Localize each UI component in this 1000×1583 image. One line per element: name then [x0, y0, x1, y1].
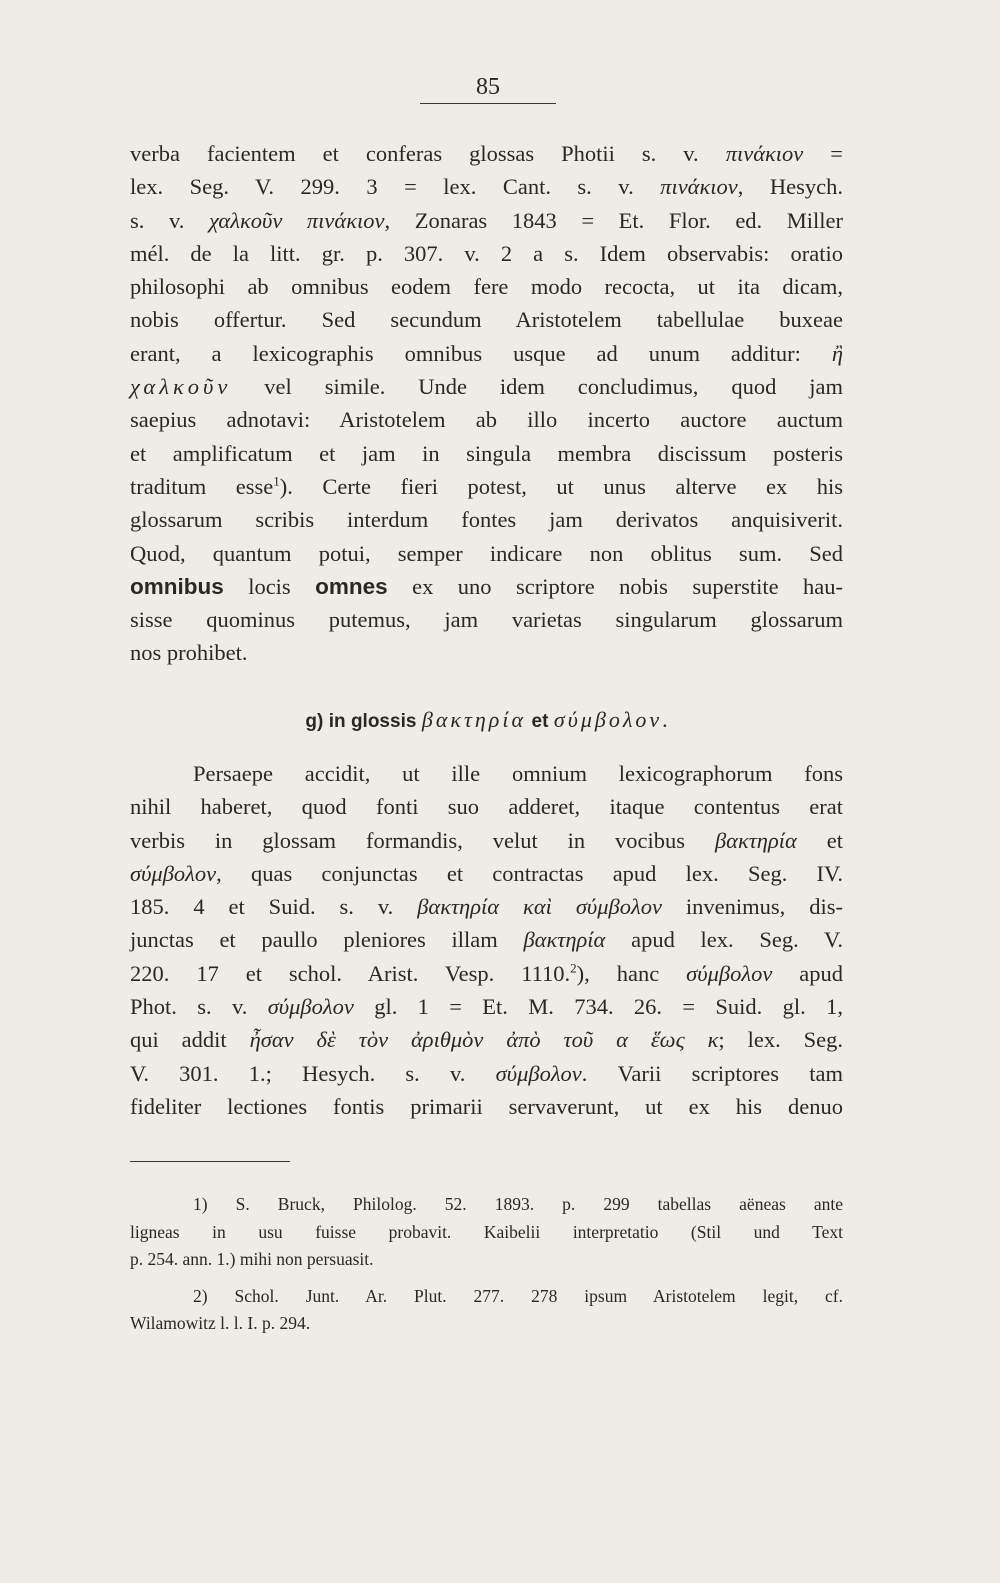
text-segment: ), hanc [576, 960, 687, 986]
text-segment: , Zonaras 1843 = Et. Flor. ed. Miller [384, 207, 843, 233]
text-line [130, 957, 843, 990]
heading-prefix: in glossis [328, 711, 417, 732]
footnote-rule [130, 1161, 290, 1162]
text-line: nos prohibet. [130, 640, 248, 666]
emphasis-word: omnibus [130, 573, 224, 599]
text-segment: . Varii scriptores tam [581, 1060, 844, 1086]
footnote-2 [130, 1283, 843, 1338]
footnote-1 [130, 1191, 843, 1274]
text-line: nobis offertur. Sed secundum Aristotelem tabellulae buxeae [130, 307, 843, 333]
text-line [130, 337, 843, 370]
page-number-rule [420, 103, 556, 104]
footnote-line: p. 254. ann. 1.) mihi non persuasit. [130, 1249, 374, 1269]
text-segment: V. 301. 1.; Hesych. s. v. [130, 1060, 496, 1086]
text-line [130, 1057, 843, 1090]
text-segment: 185. 4 et Suid. s. v. [130, 894, 418, 920]
text-line: fideliter lectiones fontis primarii servaverunt, ut ex his denuo [130, 1093, 843, 1119]
text-line [130, 1023, 843, 1056]
text-segment: lex. Seg. V. 299. 3 = lex. Cant. s. v. [130, 174, 661, 200]
greek-word: βακτηρία [714, 827, 797, 853]
text-line: et amplificatum et jam in singula membra discissum posteris [130, 440, 843, 466]
text-segment: locis [223, 573, 316, 599]
greek-word: σύμβολον [686, 960, 773, 986]
greek-phrase: ἦσαν δὲ τὸν ἀριθμὸν ἀπὸ τοῦ α ἕως κ [249, 1027, 719, 1053]
text-segment: traditum esse [130, 473, 274, 499]
greek-word: ἢ [831, 340, 843, 366]
text-segment: Phot. s. v. [130, 994, 268, 1020]
text-segment: ; lex. Seg. [718, 1027, 843, 1053]
footnote-line: 2) Schol. Junt. Ar. Plut. 277. 278 ipsum Aristotelem legit, cf. [193, 1285, 843, 1306]
text-line [130, 923, 843, 956]
text-segment: ex uno scriptore nobis superstite hau- [387, 573, 844, 599]
heading-marker: g) [305, 711, 324, 732]
text-segment: gl. 1 = Et. M. 734. 26. = Suid. gl. 1, [353, 994, 843, 1020]
text-line [130, 990, 843, 1023]
greek-word: βακτηρία [523, 927, 606, 953]
text-segment: = [803, 141, 843, 166]
footnotes [130, 1191, 843, 1338]
text-segment: qui addit [130, 1027, 250, 1053]
text-line: Persaepe accidit, ut ille omnium lexicographorum fons [193, 761, 843, 786]
text-line: philosophi ab omnibus eodem fere modo recocta, ut ita dicam, [130, 274, 843, 300]
text-segment: verba facientem et conferas glossas Photii s. v. [130, 141, 726, 166]
text-line [130, 470, 843, 503]
greek-word-spaced: χαλκοῦν [130, 374, 232, 400]
footnote-ref-1[interactable]: 1 [273, 473, 280, 489]
text-line [130, 137, 843, 170]
text-line: mél. de la litt. gr. p. 307. v. 2 a s. Idem observabis: oratio [130, 240, 843, 266]
text-line: glossarum scribis interdum fontes jam derivatos anquisiverit. [130, 507, 843, 533]
text-segment: et [796, 827, 843, 853]
text-segment: junctas et paullo pleniores illam [130, 927, 524, 953]
text-line: Quod, quantum potui, semper indicare non oblitus sum. Sed [130, 540, 843, 566]
section-heading [130, 705, 843, 737]
greek-phrase: βακτηρία καὶ σύμβολον [417, 894, 662, 920]
text-segment: , quas conjunctas et contractas apud lex. Seg. IV. [216, 860, 843, 886]
page-number: 85 [476, 74, 500, 100]
text-line [130, 890, 843, 923]
heading-greek-word: βακτηρία [421, 707, 526, 732]
text-segment: erant, a lexicographis omnibus usque ad unum additur: [130, 340, 832, 366]
greek-phrase: χαλκοῦν πινάκιον [208, 207, 385, 233]
text-segment: 220. 17 et schol. Arist. Vesp. 1110. [130, 960, 571, 986]
heading-conjunction: et [531, 711, 549, 732]
text-segment: apud [772, 960, 843, 986]
text-segment: ). Certe fieri potest, ut unus alterve ex his [279, 473, 843, 499]
text-line: nihil haberet, quod fonti suo adderet, itaque contentus erat [130, 794, 843, 820]
text-segment: verbis in glossam formandis, velut in vocibus [130, 827, 715, 853]
footnote-line: Wilamowitz l. l. I. p. 294. [130, 1313, 311, 1333]
text-line [130, 857, 843, 890]
text-segment: invenimus, dis- [661, 894, 843, 920]
greek-word: πινάκιον [725, 141, 804, 166]
greek-word: σύμβολον [267, 994, 354, 1020]
heading-greek-word: σύμβολον [553, 707, 663, 732]
text-segment: apud lex. Seg. V. [605, 927, 843, 953]
emphasis-word: omnes [315, 573, 388, 599]
greek-word: σύμβολον [495, 1060, 582, 1086]
footnote-line: 1) S. Bruck, Philolog. 52. 1893. p. 299 tabellas aëneas ante [193, 1194, 843, 1214]
heading-period: . [662, 707, 668, 732]
text-segment: vel simile. Unde idem concludimus, quod jam [231, 374, 843, 400]
paragraph-2 [130, 757, 843, 1123]
footnote-line: ligneas in usu fuisse probavit. Kaibelii interpretatio (Stil und Text [130, 1221, 843, 1242]
text-line: sisse quominus putemus, jam varietas singularum glossarum [130, 607, 843, 633]
text-line: saepius adnotavi: Aristotelem ab illo incerto auctore auctum [130, 407, 843, 433]
paragraph-1 [130, 137, 843, 670]
text-line [130, 170, 843, 203]
text-segment: s. v. [130, 207, 209, 233]
text-line [130, 824, 843, 857]
text-segment: , Hesych. [737, 174, 843, 200]
greek-word: σύμβολον [130, 860, 217, 886]
footnote-ref-2[interactable]: 2 [570, 960, 577, 976]
text-line [130, 570, 843, 603]
greek-word: πινάκιον [660, 174, 738, 200]
text-line [130, 204, 843, 237]
text-line [130, 370, 843, 403]
